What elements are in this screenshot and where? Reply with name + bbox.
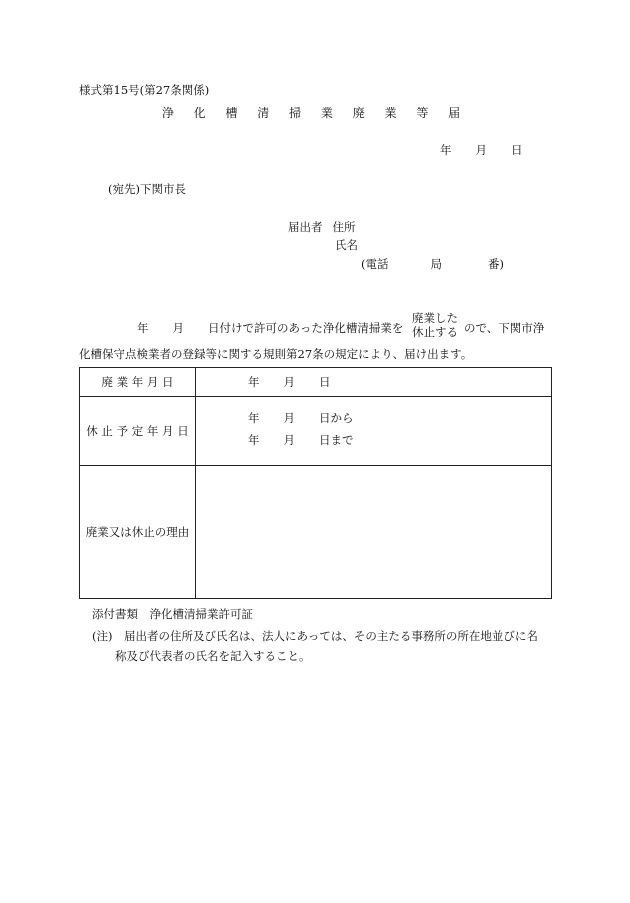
body-line-1 <box>137 320 403 336</box>
suspension-period-label: 休 止 予 定 年 月 日 <box>80 397 196 466</box>
form-number: 様式第15号(第27条関係) <box>79 83 210 97</box>
date-month-label: 月 <box>475 143 487 157</box>
date-year-label: 年 <box>440 143 452 157</box>
to-day: 日まで <box>319 433 354 447</box>
reason-label: 廃業又は休止の理由 <box>80 466 196 599</box>
note-line-1: (注) 届出者の住所及び氏名は、法人にあっては、その主たる事務所の所在地並びに名 <box>92 629 538 643</box>
details-table <box>79 367 552 599</box>
reason-value <box>196 466 552 599</box>
name-label: 氏名 <box>335 238 358 252</box>
submission-date <box>440 142 523 158</box>
applicant-address-line <box>288 219 356 235</box>
body-month: 月 <box>172 321 184 335</box>
abolition-date-value <box>196 368 552 397</box>
row1-year: 年 <box>248 375 260 389</box>
from-day: 日から <box>319 411 354 425</box>
table-row <box>80 397 552 466</box>
phone-exchange-label: 局 <box>430 257 442 271</box>
body-after-option: ので、下関市浄 <box>464 321 545 335</box>
table-row <box>80 466 552 599</box>
date-day-label: 日 <box>511 143 523 157</box>
option-suspend: 休止する <box>412 325 458 339</box>
row1-day: 日 <box>319 375 331 389</box>
note-line-2: 称及び代表者の氏名を記入すること。 <box>115 649 311 663</box>
option-abolish: 廃業した <box>412 311 458 325</box>
body-day-text: 日付けで許可のあった浄化槽清掃業を <box>208 321 404 335</box>
body-year: 年 <box>137 321 149 335</box>
to-year: 年 <box>248 433 260 447</box>
document-title: 浄 化 槽 清 掃 業 廃 業 等 届 <box>161 106 469 120</box>
abolition-date-label: 廃 業 年 月 日 <box>80 368 196 397</box>
addressee: (宛先)下関市長 <box>108 182 186 196</box>
suspension-period-value <box>196 397 552 466</box>
option-stack <box>412 311 458 339</box>
to-month: 月 <box>283 433 295 447</box>
row1-month: 月 <box>283 375 295 389</box>
phone-number-label: 番) <box>488 257 504 271</box>
phone-line <box>361 256 504 272</box>
from-month: 月 <box>283 411 295 425</box>
attachments-line: 添付書類 浄化槽清掃業許可証 <box>92 607 253 621</box>
body-line-2: 化槽保守点検業者の登録等に関する規則第27条の規定により、届け出ます。 <box>79 347 473 361</box>
from-year: 年 <box>248 411 260 425</box>
applicant-label: 届出者 <box>288 220 323 234</box>
table-row <box>80 368 552 397</box>
phone-label: (電話 <box>361 257 389 271</box>
address-label: 住所 <box>332 220 356 234</box>
